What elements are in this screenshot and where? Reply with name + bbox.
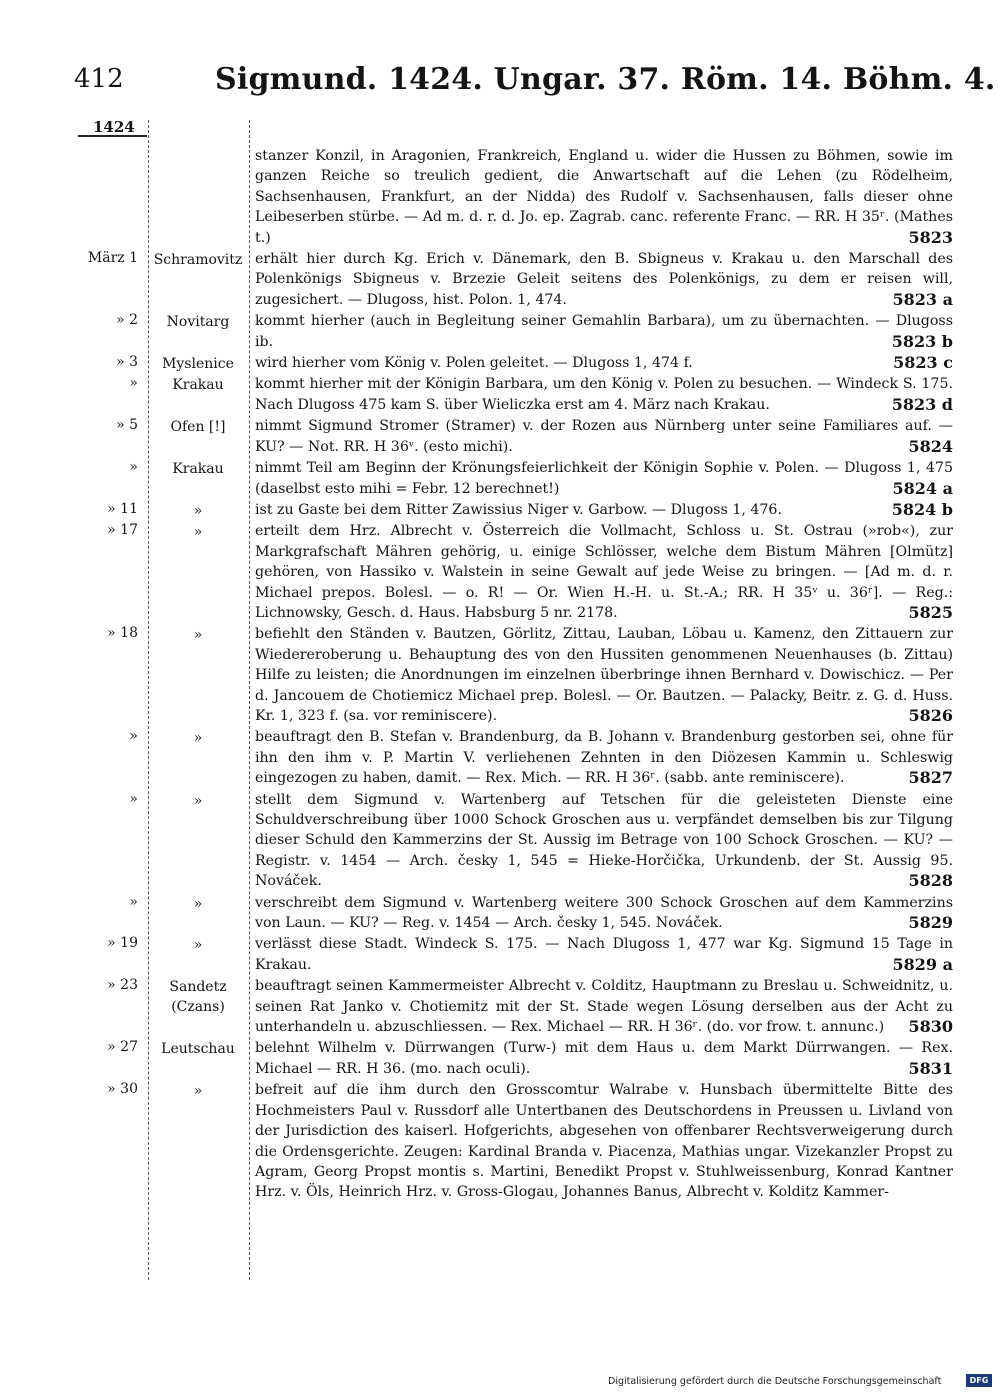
entry-date: März 1 (87, 250, 138, 267)
entry-number: 5831 (908, 1058, 953, 1078)
entry-text: stellt dem Sigmund v. Wartenberg auf Tetschen für die geleisteten Dienste eine Schuldverschreibung über 1000 Schock Groschen aus u. verpfändet demselben bis zur Tilgung dieser Schuld den Kammerzins der St. Aussig im Betrage von 100 Schock Groschen. — KU? — Registr. v. 1454 — Arch. česky 1, 545 = Hieke-Horčička, Urkundenb. der St. Aussig 95. Nováček. (255, 791, 953, 890)
entry-number: 5824 a (892, 478, 953, 498)
entry-date: » 11 (107, 500, 138, 517)
entry-number: 5823 b (891, 331, 953, 351)
entry-text-block (255, 500, 953, 521)
entry-number: 5824 (908, 436, 953, 456)
entry-date: » 3 (116, 354, 138, 371)
entry-number: 5829 a (892, 954, 953, 974)
entry-number: 5829 (908, 913, 953, 933)
regest-entry (0, 976, 1000, 1038)
entry-number: 5825 (908, 602, 953, 622)
entry-place: Leutschau (161, 1041, 235, 1058)
regest-entry (0, 1038, 1000, 1080)
entry-date: » (129, 728, 138, 745)
entry-place: » (193, 627, 203, 644)
entry-place: » (193, 937, 203, 954)
entry-text-block (255, 624, 953, 727)
entry-text-block (255, 976, 953, 1038)
entry-place: Ofen [!] (170, 419, 226, 436)
entry-number: 5823 a (892, 289, 953, 309)
entry-place: » (193, 524, 203, 541)
entry-text-block (255, 353, 953, 374)
entry-text: kommt hierher (auch in Begleitung seiner Gemahlin Barbara), um zu übernachten. — Dlugoss ib. (255, 313, 953, 350)
entry-date: » 23 (107, 977, 138, 994)
entry-text: nimmt Teil am Beginn der Krönungsfeierlichkeit der Königin Sophie v. Polen. — Dlugoss 1, 475 (daselbst esto mihi = Febr. 12 berechnet!) (255, 460, 953, 497)
entry-place: Krakau (172, 377, 224, 394)
entry-number: 5823 d (891, 394, 953, 414)
year-underline (78, 135, 147, 137)
entry-place: » (193, 1083, 203, 1100)
entry-number: 5827 (908, 768, 953, 788)
entry-date: » 27 (107, 1039, 138, 1056)
entry-number: 5828 (908, 871, 953, 891)
entry-text-block (255, 1080, 953, 1203)
regest-entry (0, 353, 1000, 374)
entry-text-block (255, 727, 953, 789)
entry-place: Schramovitz (153, 252, 243, 269)
entry-text: ist zu Gaste bei dem Ritter Zawissius Niger v. Garbow. — Dlugoss 1, 476. (255, 501, 782, 518)
entry-text-block (255, 893, 953, 935)
regest-entry (0, 624, 1000, 727)
entry-text: verlässt diese Stadt. Windeck S. 175. — Nach Dlugoss 1, 477 war Kg. Sigmund 15 Tage in Krakau. (255, 936, 953, 973)
regest-entry (0, 374, 1000, 416)
regest-entry (0, 893, 1000, 935)
entry-text-block (255, 311, 953, 353)
running-title: Sigmund. 1424. Ungar. 37. Röm. 14. Böhm. 4. (215, 62, 996, 97)
entry-text: belehnt Wilhelm v. Dürrwangen (Turw-) mit dem Haus u. dem Markt Dürrwangen. — Rex. Michael — RR. H 36. (mo. nach oculi). (255, 1040, 953, 1077)
entry-text-block (255, 416, 953, 458)
entry-place: » (193, 502, 203, 519)
regest-entry (0, 521, 1000, 624)
entry-number: 5823 c (893, 353, 953, 373)
page-number: 412 (74, 64, 124, 94)
entry-text-block (255, 146, 953, 249)
entry-text-block (255, 249, 953, 311)
regest-entry (0, 790, 1000, 893)
entry-text-block (255, 934, 953, 976)
entry-text: kommt hierher mit der Königin Barbara, um den König v. Polen zu besuchen. — Windeck S. 175. Nach Dlugoss 475 kam S. über Wieliczka erst am 4. März nach Krakau. (255, 376, 953, 413)
entry-date: » (129, 375, 138, 392)
entry-text: beauftragt den B. Stefan v. Brandenburg, da B. Johann v. Brandenburg gestorben sei, ohne für ihn den ihm v. P. Martin V. verliehenen Zehnten in den Diözesen Kammin u. Schleswig eingezogen zu haben, damit. — Rex. Mich. — RR. H 36ʳ. (sabb. ante reminiscere). (255, 729, 953, 787)
entry-text-block (255, 374, 953, 416)
regest-entry (0, 458, 1000, 500)
entry-text: erhält hier durch Kg. Erich v. Dänemark, den B. Sbigneus v. Krakau u. den Marschall des Polenkönigs Sbigneus v. Brzezie Geleit seitens des Polenkönigs, zu dem er reisen will, zugesichert. — Dlugoss, hist. Polon. 1, 474. (255, 251, 953, 308)
entry-place: Myslenice (162, 356, 234, 373)
regest-entry (0, 1080, 1000, 1203)
entry-text: verschreibt dem Sigmund v. Wartenberg weitere 300 Schock Groschen auf dem Kammerzins von Laun. — KU? — Reg. v. 1454 — Arch. česky 1, 545. Nováček. (255, 894, 953, 932)
entry-text-block (255, 521, 953, 624)
regesta-list (0, 146, 1000, 1204)
entry-date: » 18 (107, 625, 138, 642)
entry-place: Krakau (172, 461, 224, 478)
entry-text-block (255, 458, 953, 500)
year-heading: 1424 (93, 118, 135, 136)
entry-place: » (193, 895, 203, 912)
regest-entry (0, 311, 1000, 353)
entry-text: erteilt dem Hrz. Albrecht v. Österreich die Vollmacht, Schloss u. St. Ostrau (»rob«), zur Markgrafschaft Mähren gehörig, u. einige Schlösser, welche dem Bistum Mähren [Olmütz] gehören, von Hassiko v. Walstein in seine Gewalt auf jede Weise zu bringen. — [Ad m. d. r. Michael prepos. Bolesl. — o. R! — Or. Wien H.-H. u. St.-A.; RR. H 35ᵛ u. 36ʳ]. — Reg.: Lichnowsky, Gesch. d. Haus. Habsburg 5 nr. 2178. (255, 523, 953, 621)
regest-entry (0, 146, 1000, 249)
entry-place: » (193, 792, 203, 809)
entry-date: » (129, 459, 138, 476)
regest-entry (0, 500, 1000, 521)
dfg-logo: DFG (966, 1374, 992, 1387)
entry-date: » 2 (116, 312, 138, 329)
entry-number: 5823 (908, 227, 953, 247)
entry-text: nimmt Sigmund Stromer (Stramer) v. der Rozen aus Nürnberg unter seine Familiares auf. — KU? — Not. RR. H 36ᵛ. (esto michi). (255, 418, 953, 455)
entry-date: » 30 (107, 1081, 138, 1098)
digitization-note: Digitalisierung gefördert durch die Deutsche Forschungsgemeinschaft (608, 1376, 942, 1387)
regest-entry (0, 249, 1000, 311)
entry-number: 5824 b (891, 499, 953, 519)
entry-date: » 17 (107, 522, 138, 539)
entry-date: » (129, 893, 138, 910)
entry-text: beauftragt seinen Kammermeister Albrecht v. Colditz, Hauptmann zu Breslau u. Schweidnitz, u. seinen Rat Janko v. Chotiemitz mit der St. Stade wegen Lösung derselben aus der Acht zu unterhandeln u. abzuschliessen. — Rex. Michael — RR. H 36ʳ. (do. vor frow. t. annunc.) (255, 978, 953, 1036)
entry-date: » 19 (107, 935, 138, 952)
entry-place: Novitarg (166, 314, 230, 331)
regest-entry (0, 934, 1000, 976)
entry-text: stanzer Konzil, in Aragonien, Frankreich, England u. wider die Hussen zu Böhmen, sowie im ganzen Reiche so treulich gedient, die Anwartschaft auf die Lehen (zu Rödelheim, Sachsenhausen, Frankfurt, an der Nidda) des Rudolf v. Sachsenhausen, falls dieser ohne Leibeserben stürbe. — Ad m. d. r. d. Jo. ep. Zagrab. canc. referente Franc. — RR. H 35ʳ. (Mathes t.) (255, 148, 953, 246)
entry-number: 5830 (908, 1017, 953, 1037)
entry-text-block (255, 790, 953, 893)
regest-entry (0, 416, 1000, 458)
entry-place: Sandetz (Czans) (169, 979, 227, 1016)
entry-text-block (255, 1038, 953, 1080)
entry-date: » 5 (116, 417, 138, 434)
entry-place: » (193, 730, 203, 747)
entry-text: wird hierher vom König v. Polen geleitet. — Dlugoss 1, 474 f. (255, 355, 693, 372)
regest-entry (0, 727, 1000, 789)
entry-number: 5826 (908, 705, 953, 725)
entry-text: befiehlt den Ständen v. Bautzen, Görlitz, Zittau, Lauban, Löbau u. Kamenz, den Zittauern zur Wiedereroberung u. Behauptung des von den Hussiten genommenen Neuenhauses (b. Zittau) Hilfe zu leisten; die Anordnungen im einzelnen überbringe ihnen Bernhard v. Dowischicz. — Per d. Jancouem de Chotiemicz Michael prep. Bolesl. — Or. Bautzen. — Palacky, Beitr. z. G. d. Huss. Kr. 1, 323 f. (sa. vor reminiscere). (255, 626, 953, 724)
entry-date: » (129, 790, 138, 807)
entry-text: befreit auf die ihm durch den Grosscomtur Walrabe v. Hunsbach übermittelte Bitte des Hochmeisters Paul v. Russdorf alle Untertbanen des Deutschordens in Preussen u. Livland von der Jurisdiction des kaiserl. Hofgerichts, abgesehen von offenbarer Rechtsverweigerung durch die Ordensgerichte. Zeugen: Kardinal Branda v. Piacenza, Mathias ungar. Vizekanzler Propst zu Agram, Georg Propst montis s. Martini, Benedikt Propst v. Stuhlweissenburg, Konrad Kantner Hrz. v. Öls, Heinrich Hrz. v. Gross-Glogau, Johannes Banus, Albrecht v. Kolditz Kammer- (255, 1082, 953, 1201)
